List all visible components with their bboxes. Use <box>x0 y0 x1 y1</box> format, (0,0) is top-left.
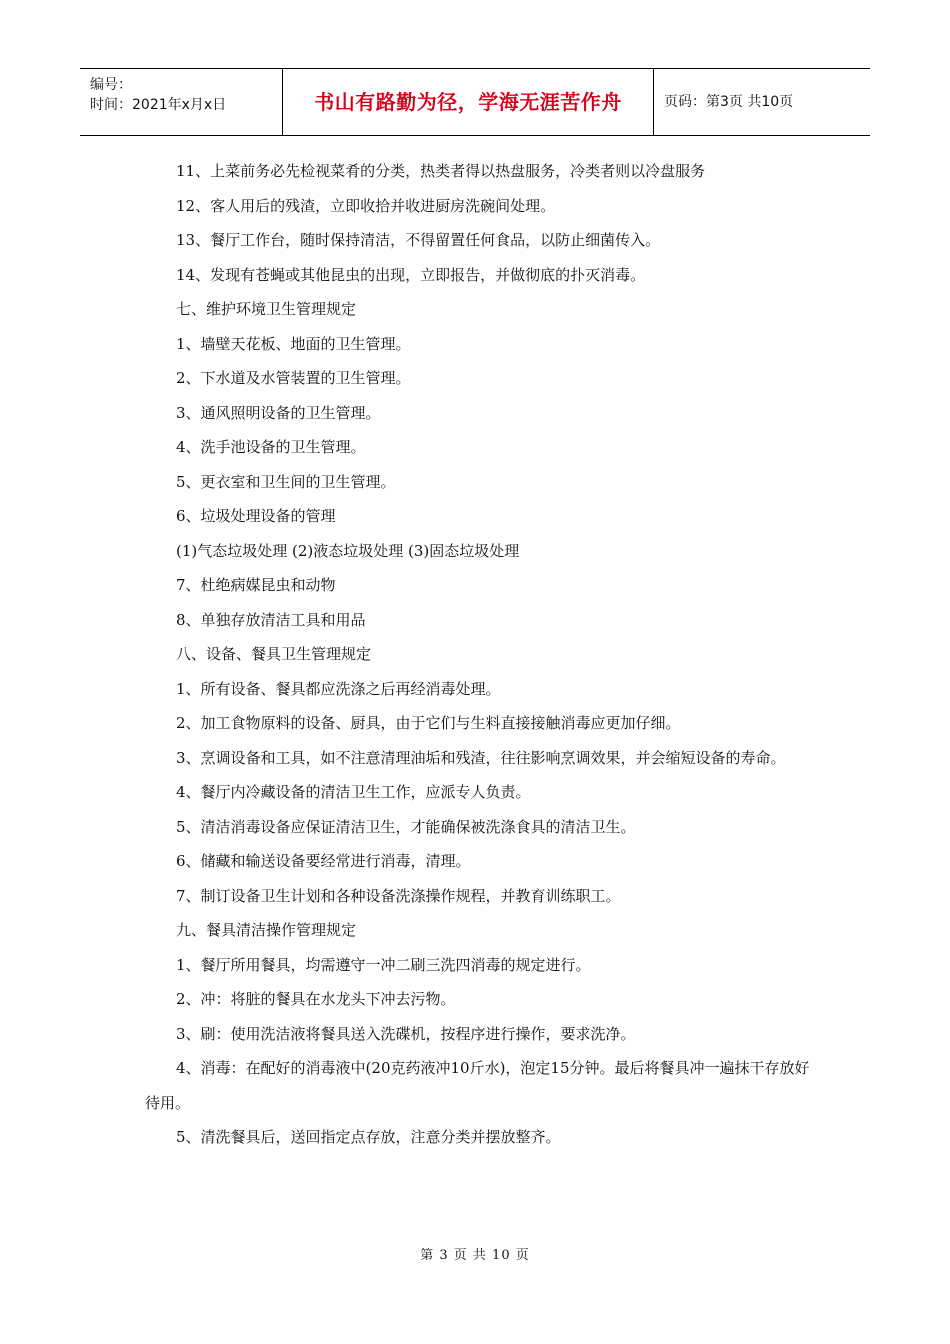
paragraph: 2、冲：将脏的餐具在水龙头下冲去污物。 <box>176 990 456 1008</box>
paragraph: 5、清洁消毒设备应保证清洁卫生，才能确保被洗涤食具的清洁卫生。 <box>176 817 636 836</box>
paragraph: 11、上菜前务必先检视菜肴的分类，热类者得以热盘服务，冷类者则以冷盘服务 <box>176 162 706 180</box>
header-motto: 书山有路勤为径，学海无涯苦作舟 <box>282 69 654 135</box>
header-page-info: 页码：第3页 共10页 <box>664 94 794 110</box>
paragraph: 13、餐厅工作台，随时保持清洁，不得留置任何食品，以防止细菌传入。 <box>176 231 661 249</box>
paragraph: 3、烹调设备和工具，如不注意清理油垢和残渣，往往影响烹调效果，并会缩短设备的寿命。 <box>176 748 786 767</box>
header-meta <box>80 69 282 135</box>
paragraph: 4、消毒：在配好的消毒液中(20克药液冲10斤水)，泡定15分钟。最后将餐具冲一遍抹干存放好待用。 <box>145 1059 810 1112</box>
paragraph: 8、单独存放清洁工具和用品 <box>176 610 366 629</box>
section-heading: 八、设备、餐具卫生管理规定 <box>176 645 372 663</box>
paragraph: 7、杜绝病媒昆虫和动物 <box>176 576 336 594</box>
section-heading: 九、餐具清洁操作管理规定 <box>176 921 357 939</box>
paragraph: 3、刷：使用洗洁液将餐具送入洗碟机，按程序进行操作，要求洗净。 <box>176 1024 636 1043</box>
paragraph: 4、餐厅内冷藏设备的清洁卫生工作，应派专人负责。 <box>176 783 531 801</box>
paragraph: 3、通风照明设备的卫生管理。 <box>176 403 381 422</box>
page-footer: 第 3 页 共 10 页 <box>420 1248 530 1263</box>
paragraph: 5、更衣室和卫生间的卫生管理。 <box>176 472 396 491</box>
paragraph: 6、储藏和输送设备要经常进行消毒，清理。 <box>176 852 471 870</box>
paragraph: 2、下水道及水管装置的卫生管理。 <box>176 369 411 387</box>
paragraph: 12、客人用后的残渣，立即收拾并收进厨房洗碗间处理。 <box>176 196 556 215</box>
paragraph: 5、清洗餐具后，送回指定点存放，注意分类并摆放整齐。 <box>176 1128 561 1146</box>
section-heading: 七、维护环境卫生管理规定 <box>176 300 357 318</box>
page-header <box>80 68 870 136</box>
paragraph: 4、洗手池设备的卫生管理。 <box>176 438 366 456</box>
document-date-label: 时间：2021年x月x日 <box>90 97 227 113</box>
document-number-label: 编号： <box>90 77 132 93</box>
document-body <box>145 154 815 1155</box>
paragraph: (1)气态垃圾处理 (2)液态垃圾处理 (3)固态垃圾处理 <box>176 541 520 560</box>
paragraph: 14、发现有苍蝇或其他昆虫的出现，立即报告，并做彻底的扑灭消毒。 <box>176 265 646 284</box>
paragraph: 1、所有设备、餐具都应洗涤之后再经消毒处理。 <box>176 679 501 698</box>
paragraph: 7、制订设备卫生计划和各种设备洗涤操作规程，并教育训练职工。 <box>176 886 621 905</box>
paragraph: 1、餐厅所用餐具，均需遵守一冲二刷三洗四消毒的规定进行。 <box>176 955 591 974</box>
paragraph: 1、墙壁天花板、地面的卫生管理。 <box>176 334 411 353</box>
paragraph: 6、垃圾处理设备的管理 <box>176 507 336 525</box>
paragraph: 2、加工食物原料的设备、厨具，由于它们与生料直接接触消毒应更加仔细。 <box>176 714 681 732</box>
